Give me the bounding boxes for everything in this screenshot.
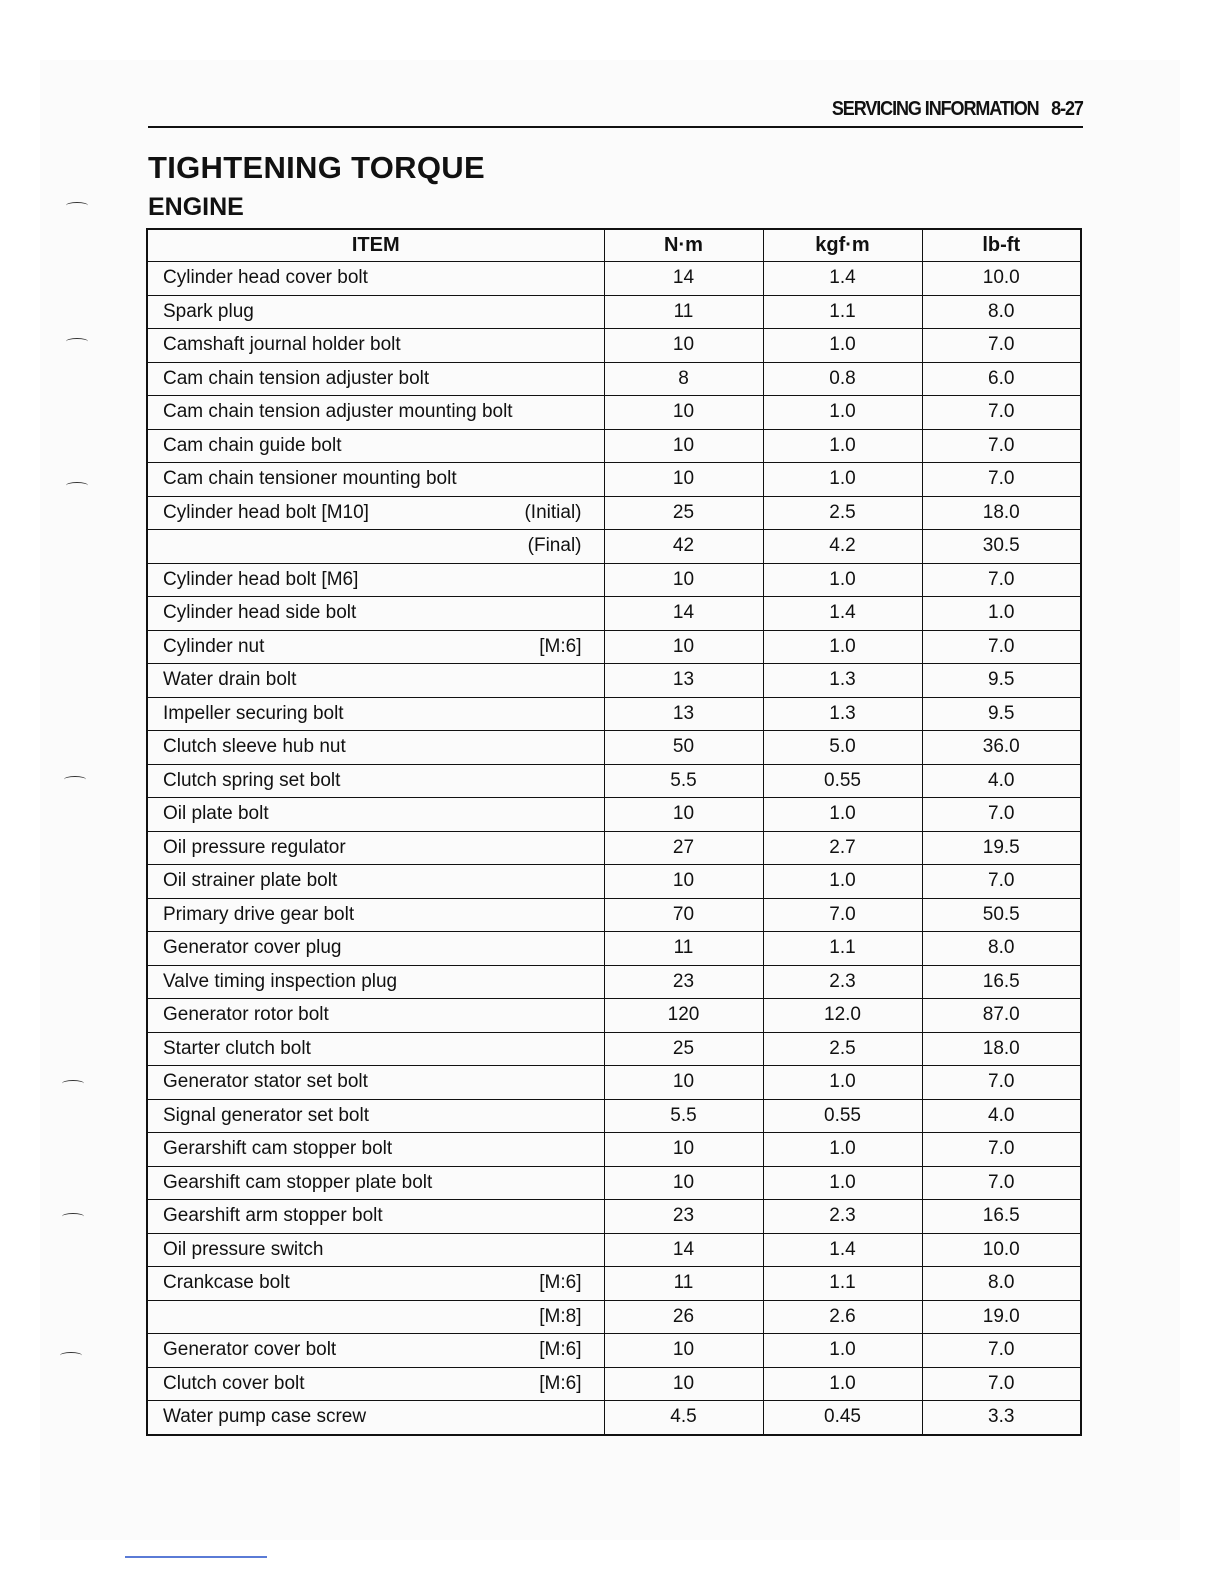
nm-cell: 25 — [604, 1032, 763, 1066]
margin-mark — [66, 338, 88, 345]
item-name: Camshaft journal holder bolt — [163, 334, 401, 356]
lbft-cell: 7.0 — [922, 429, 1081, 463]
lbft-cell: 10.0 — [922, 262, 1081, 296]
running-header — [148, 96, 1083, 128]
section-subtitle: ENGINE — [148, 193, 244, 221]
lbft-cell: 18.0 — [922, 496, 1081, 530]
item-cell — [147, 429, 604, 463]
table-row — [147, 262, 1081, 296]
table-row — [147, 1099, 1081, 1133]
table-row — [147, 563, 1081, 597]
kgfm-cell: 1.0 — [763, 798, 922, 832]
table-row — [147, 1401, 1081, 1435]
kgfm-cell: 0.45 — [763, 1401, 922, 1435]
kgfm-cell: 1.1 — [763, 932, 922, 966]
item-cell — [147, 1099, 604, 1133]
margin-mark — [62, 1213, 84, 1220]
item-name: Clutch sleeve hub nut — [163, 736, 346, 758]
item-cell — [147, 463, 604, 497]
kgfm-cell: 1.3 — [763, 664, 922, 698]
table-row — [147, 1166, 1081, 1200]
nm-cell: 14 — [604, 597, 763, 631]
column-header-nm: N·m — [604, 229, 763, 262]
item-cell — [147, 1267, 604, 1301]
table-row — [147, 496, 1081, 530]
item-cell — [147, 697, 604, 731]
item-name: Generator rotor bolt — [163, 1004, 329, 1026]
lbft-cell: 50.5 — [922, 898, 1081, 932]
item-cell — [147, 1300, 604, 1334]
nm-cell: 10 — [604, 630, 763, 664]
table-row — [147, 295, 1081, 329]
nm-cell: 23 — [604, 965, 763, 999]
margin-mark — [66, 482, 88, 489]
page-title: TIGHTENING TORQUE — [148, 150, 485, 185]
kgfm-cell: 1.0 — [763, 563, 922, 597]
table-row — [147, 396, 1081, 430]
nm-cell: 13 — [604, 664, 763, 698]
item-cell — [147, 1032, 604, 1066]
item-cell — [147, 295, 604, 329]
nm-cell: 50 — [604, 731, 763, 765]
item-cell — [147, 865, 604, 899]
item-cell — [147, 999, 604, 1033]
kgfm-cell: 1.0 — [763, 630, 922, 664]
table-row — [147, 1200, 1081, 1234]
kgfm-cell: 2.7 — [763, 831, 922, 865]
lbft-cell: 7.0 — [922, 396, 1081, 430]
item-cell — [147, 1200, 604, 1234]
table-row — [147, 1367, 1081, 1401]
kgfm-cell: 12.0 — [763, 999, 922, 1033]
table-row — [147, 764, 1081, 798]
nm-cell: 14 — [604, 262, 763, 296]
kgfm-cell: 1.1 — [763, 295, 922, 329]
item-spec: [M:6] — [539, 1339, 582, 1361]
table-row — [147, 1032, 1081, 1066]
lbft-cell: 3.3 — [922, 1401, 1081, 1435]
table-row — [147, 865, 1081, 899]
item-name: Clutch spring set bolt — [163, 769, 341, 791]
nm-cell: 10 — [604, 865, 763, 899]
item-name: Cylinder head bolt [M6] — [163, 568, 359, 590]
margin-mark — [66, 202, 88, 209]
kgfm-cell: 1.0 — [763, 429, 922, 463]
table-row — [147, 1233, 1081, 1267]
nm-cell: 10 — [604, 396, 763, 430]
item-spec: (Initial) — [524, 501, 582, 523]
item-name: Cam chain tension adjuster mounting bolt — [163, 401, 513, 423]
item-spec: (Final) — [527, 535, 582, 557]
lbft-cell: 7.0 — [922, 798, 1081, 832]
item-name: Oil pressure regulator — [163, 836, 346, 858]
item-cell — [147, 664, 604, 698]
table-row — [147, 898, 1081, 932]
table-row — [147, 1267, 1081, 1301]
footer-link-line — [125, 1556, 267, 1559]
table-row — [147, 1300, 1081, 1334]
table-row — [147, 630, 1081, 664]
item-name: Starter clutch bolt — [163, 1037, 311, 1059]
margin-mark — [60, 1352, 82, 1359]
lbft-cell: 8.0 — [922, 932, 1081, 966]
lbft-cell: 7.0 — [922, 463, 1081, 497]
page-number: 8-27 — [1051, 98, 1083, 120]
lbft-cell: 9.5 — [922, 697, 1081, 731]
kgfm-cell: 1.4 — [763, 597, 922, 631]
item-name: Spark plug — [163, 300, 254, 322]
nm-cell: 11 — [604, 932, 763, 966]
item-cell — [147, 798, 604, 832]
item-cell — [147, 731, 604, 765]
item-name: Generator cover plug — [163, 937, 342, 959]
item-name: Water pump case screw — [163, 1406, 367, 1428]
item-cell — [147, 496, 604, 530]
table-row — [147, 362, 1081, 396]
kgfm-cell: 1.0 — [763, 396, 922, 430]
item-cell — [147, 563, 604, 597]
margin-mark — [64, 776, 86, 783]
item-spec: [M:6] — [539, 635, 582, 657]
lbft-cell: 7.0 — [922, 563, 1081, 597]
lbft-cell: 1.0 — [922, 597, 1081, 631]
item-name: Gearshift arm stopper bolt — [163, 1205, 383, 1227]
lbft-cell: 7.0 — [922, 1133, 1081, 1167]
nm-cell: 10 — [604, 1166, 763, 1200]
nm-cell: 10 — [604, 463, 763, 497]
nm-cell: 10 — [604, 798, 763, 832]
lbft-cell: 4.0 — [922, 764, 1081, 798]
nm-cell: 11 — [604, 1267, 763, 1301]
section-name: SERVICING INFORMATION — [832, 98, 1039, 120]
column-header-kgfm: kgf·m — [763, 229, 922, 262]
item-cell — [147, 396, 604, 430]
lbft-cell: 6.0 — [922, 362, 1081, 396]
item-name: Cylinder head bolt [M10] — [163, 501, 369, 523]
nm-cell: 4.5 — [604, 1401, 763, 1435]
lbft-cell: 19.0 — [922, 1300, 1081, 1334]
item-cell — [147, 898, 604, 932]
nm-cell: 10 — [604, 1367, 763, 1401]
kgfm-cell: 2.5 — [763, 496, 922, 530]
table-row — [147, 530, 1081, 564]
nm-cell: 10 — [604, 1334, 763, 1368]
item-name: Signal generator set bolt — [163, 1104, 369, 1126]
item-cell — [147, 630, 604, 664]
nm-cell: 10 — [604, 1066, 763, 1100]
item-cell — [147, 1401, 604, 1435]
item-name: Cam chain guide bolt — [163, 434, 342, 456]
nm-cell: 14 — [604, 1233, 763, 1267]
item-cell — [147, 329, 604, 363]
nm-cell: 5.5 — [604, 764, 763, 798]
table-row — [147, 798, 1081, 832]
item-name: Oil pressure switch — [163, 1238, 324, 1260]
lbft-cell: 18.0 — [922, 1032, 1081, 1066]
table-row — [147, 664, 1081, 698]
lbft-cell: 7.0 — [922, 1334, 1081, 1368]
nm-cell: 70 — [604, 898, 763, 932]
kgfm-cell: 2.5 — [763, 1032, 922, 1066]
nm-cell: 10 — [604, 1133, 763, 1167]
item-cell — [147, 932, 604, 966]
nm-cell: 10 — [604, 563, 763, 597]
nm-cell: 8 — [604, 362, 763, 396]
table-row — [147, 429, 1081, 463]
item-name: Cylinder nut — [163, 635, 265, 657]
kgfm-cell: 1.1 — [763, 1267, 922, 1301]
item-cell — [147, 831, 604, 865]
table-body — [147, 262, 1081, 1435]
item-spec: [M:8] — [539, 1305, 582, 1327]
kgfm-cell: 1.0 — [763, 1367, 922, 1401]
item-name: Generator cover bolt — [163, 1339, 337, 1361]
kgfm-cell: 1.0 — [763, 329, 922, 363]
table-row — [147, 965, 1081, 999]
lbft-cell: 16.5 — [922, 965, 1081, 999]
item-spec: [M:6] — [539, 1372, 582, 1394]
kgfm-cell: 7.0 — [763, 898, 922, 932]
lbft-cell: 10.0 — [922, 1233, 1081, 1267]
table-row — [147, 731, 1081, 765]
item-name: Gerarshift cam stopper bolt — [163, 1138, 393, 1160]
torque-table — [146, 228, 1082, 1436]
item-cell — [147, 1166, 604, 1200]
table-header-row — [147, 229, 1081, 262]
item-name: Cam chain tension adjuster bolt — [163, 367, 430, 389]
item-name: Cylinder head cover bolt — [163, 267, 368, 289]
lbft-cell: 8.0 — [922, 1267, 1081, 1301]
table-row — [147, 1334, 1081, 1368]
item-name: Cylinder head side bolt — [163, 602, 357, 624]
margin-mark — [62, 1080, 84, 1087]
item-name: Clutch cover bolt — [163, 1372, 305, 1394]
kgfm-cell: 1.0 — [763, 1133, 922, 1167]
nm-cell: 5.5 — [604, 1099, 763, 1133]
kgfm-cell: 1.0 — [763, 865, 922, 899]
kgfm-cell: 2.3 — [763, 1200, 922, 1234]
lbft-cell: 19.5 — [922, 831, 1081, 865]
item-cell — [147, 965, 604, 999]
item-cell — [147, 1233, 604, 1267]
nm-cell: 42 — [604, 530, 763, 564]
lbft-cell: 16.5 — [922, 1200, 1081, 1234]
item-name: Oil strainer plate bolt — [163, 870, 338, 892]
item-name: Valve timing inspection plug — [163, 970, 398, 992]
kgfm-cell: 4.2 — [763, 530, 922, 564]
nm-cell: 10 — [604, 329, 763, 363]
item-name: Gearshift cam stopper plate bolt — [163, 1171, 433, 1193]
kgfm-cell: 0.8 — [763, 362, 922, 396]
item-name: Cam chain tensioner mounting bolt — [163, 468, 457, 490]
kgfm-cell: 5.0 — [763, 731, 922, 765]
sub-row-divider — [492, 1300, 604, 1301]
table-row — [147, 831, 1081, 865]
column-header-item: ITEM — [147, 229, 604, 262]
item-name: Impeller securing bolt — [163, 702, 344, 724]
kgfm-cell: 1.0 — [763, 1334, 922, 1368]
item-name: Primary drive gear bolt — [163, 903, 355, 925]
lbft-cell: 4.0 — [922, 1099, 1081, 1133]
column-header-lbft: lb-ft — [922, 229, 1081, 262]
item-cell — [147, 362, 604, 396]
kgfm-cell: 1.4 — [763, 262, 922, 296]
lbft-cell: 87.0 — [922, 999, 1081, 1033]
table-row — [147, 1133, 1081, 1167]
nm-cell: 120 — [604, 999, 763, 1033]
nm-cell: 11 — [604, 295, 763, 329]
item-spec: [M:6] — [539, 1272, 582, 1294]
table-row — [147, 697, 1081, 731]
kgfm-cell: 1.0 — [763, 463, 922, 497]
lbft-cell: 8.0 — [922, 295, 1081, 329]
nm-cell: 25 — [604, 496, 763, 530]
table-row — [147, 597, 1081, 631]
table-row — [147, 999, 1081, 1033]
kgfm-cell: 1.0 — [763, 1166, 922, 1200]
kgfm-cell: 0.55 — [763, 1099, 922, 1133]
lbft-cell: 7.0 — [922, 1066, 1081, 1100]
table-row — [147, 463, 1081, 497]
kgfm-cell: 2.3 — [763, 965, 922, 999]
lbft-cell: 30.5 — [922, 530, 1081, 564]
table-row — [147, 932, 1081, 966]
nm-cell: 10 — [604, 429, 763, 463]
item-cell — [147, 1066, 604, 1100]
sub-row-divider — [492, 529, 604, 530]
item-cell — [147, 1367, 604, 1401]
lbft-cell: 7.0 — [922, 1367, 1081, 1401]
lbft-cell: 9.5 — [922, 664, 1081, 698]
item-cell — [147, 597, 604, 631]
item-cell — [147, 530, 604, 564]
nm-cell: 26 — [604, 1300, 763, 1334]
item-cell — [147, 262, 604, 296]
lbft-cell: 7.0 — [922, 630, 1081, 664]
lbft-cell: 36.0 — [922, 731, 1081, 765]
lbft-cell: 7.0 — [922, 1166, 1081, 1200]
kgfm-cell: 0.55 — [763, 764, 922, 798]
item-name: Generator stator set bolt — [163, 1071, 368, 1093]
nm-cell: 27 — [604, 831, 763, 865]
kgfm-cell: 1.3 — [763, 697, 922, 731]
item-name: Water drain bolt — [163, 669, 297, 691]
nm-cell: 13 — [604, 697, 763, 731]
header-text — [832, 98, 1083, 121]
table-row — [147, 329, 1081, 363]
kgfm-cell: 2.6 — [763, 1300, 922, 1334]
kgfm-cell: 1.4 — [763, 1233, 922, 1267]
item-cell — [147, 764, 604, 798]
table-row — [147, 1066, 1081, 1100]
lbft-cell: 7.0 — [922, 329, 1081, 363]
item-cell — [147, 1334, 604, 1368]
nm-cell: 23 — [604, 1200, 763, 1234]
item-cell — [147, 1133, 604, 1167]
item-name: Oil plate bolt — [163, 803, 269, 825]
item-name: Crankcase bolt — [163, 1272, 290, 1294]
lbft-cell: 7.0 — [922, 865, 1081, 899]
kgfm-cell: 1.0 — [763, 1066, 922, 1100]
